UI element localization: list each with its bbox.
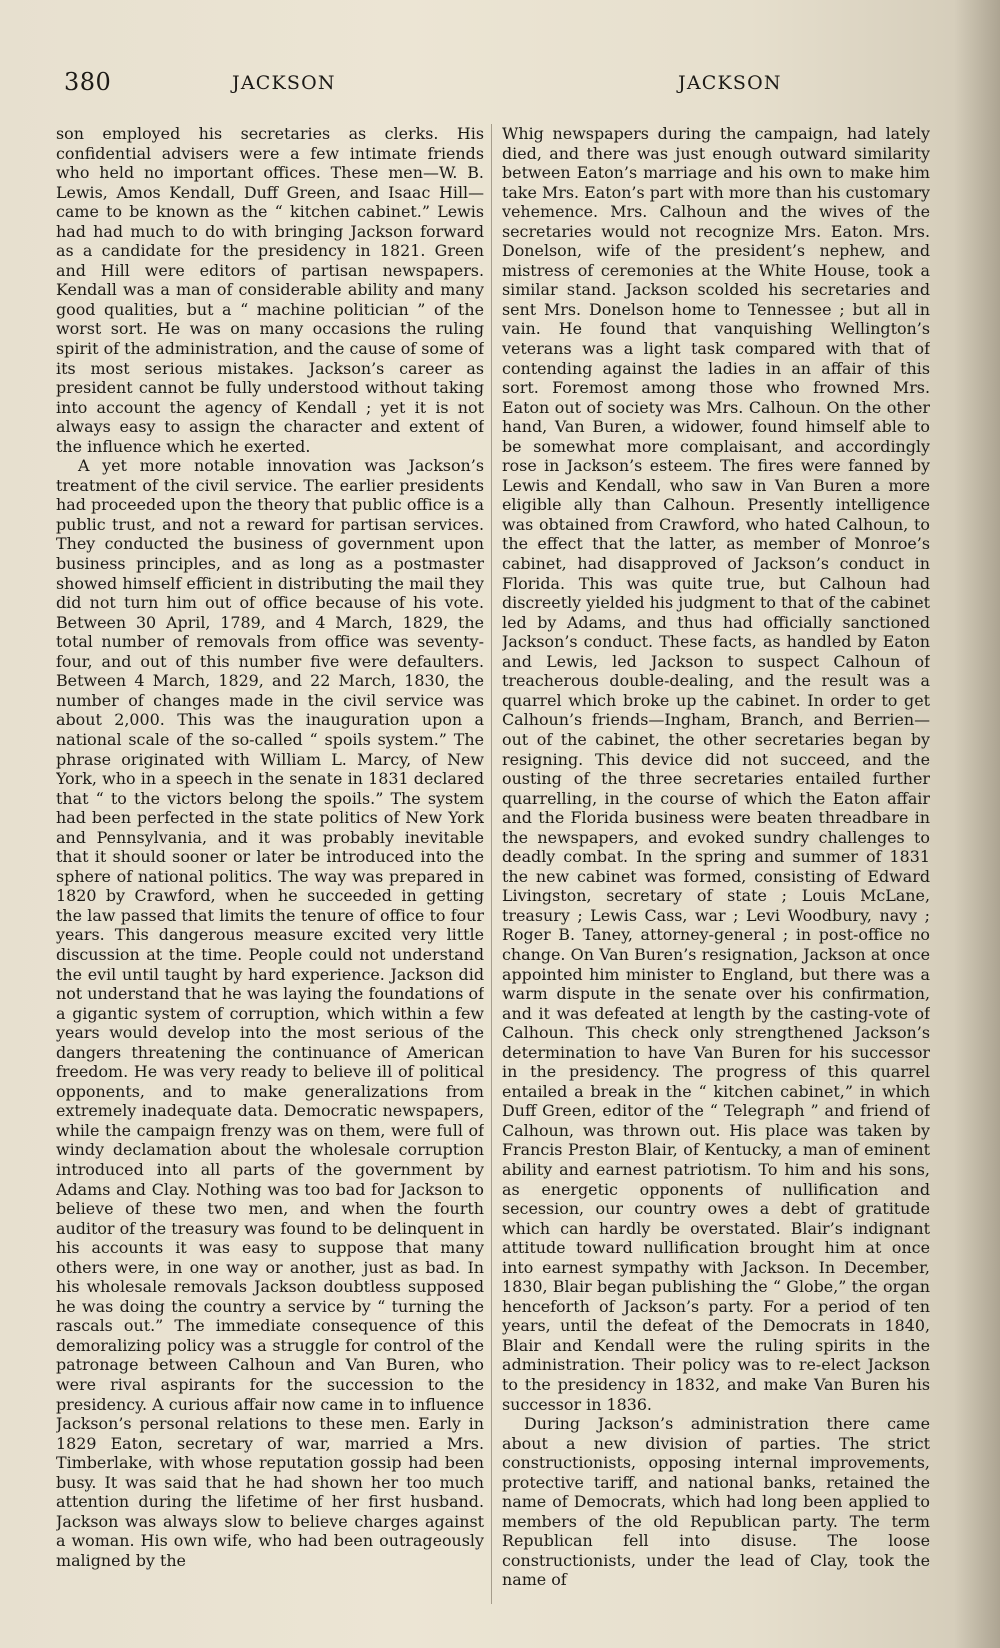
page-header bbox=[64, 68, 934, 102]
right-column bbox=[502, 124, 930, 1614]
paragraph-eaton-affair: Whig newspapers during the campaign, had lately died, and there was just enough outward similarity between Eaton’s marriage and his own to make him take Mrs. Eaton’s part with more than his customary vehemence. Mrs. Calhoun and the wives of the secretaries would not recognize Mrs. Eaton. Mrs. Donelson, wife of the president’s nephew, and mistress of ceremonies at the White House, took a similar stand. Jackson scolded his secretaries and sent Mrs. Donelson home to Tennessee ; but all in vain. He found that vanquishing Wellington’s veterans was a light task compared with that of contending against the ladies in an affair of this sort. Foremost among those who frowned Mrs. Eaton out of society was Mrs. Calhoun. On the other hand, Van Buren, a widower, found himself able to be somewhat more complaisant, and accordingly rose in Jackson’s esteem. The fires were fanned by Lewis and Kendall, who saw in Van Buren a more eligible ally than Calhoun. Presently intelligence was obtained from Crawford, who hated Calhoun, to the effect that the latter, as member of Monroe’s cabinet, had disapproved of Jackson’s conduct in Florida. This was quite true, but Calhoun had discreetly yielded his judgment to that of the cabinet led by Adams, and thus had officially sanctioned Jackson’s conduct. These facts, as handled by Eaton and Lewis, led Jackson to suspect Calhoun of treacherous double-dealing, and the result was a quarrel which broke up the cabinet. In order to get Calhoun’s friends—Ingham, Branch, and Berrien—out of the cabinet, the other secretaries began by resigning. This device did not succeed, and the ousting of the three secretaries entailed further quarrelling, in the course of which the Eaton affair and the Florida business were beaten threadbare in the newspapers, and evoked sundry challenges to deadly combat. In the spring and summer of 1831 the new cabinet was formed, consisting of Edward Livingston, secretary of state ; Louis McLane, treasury ; Lewis Cass, war ; Levi Woodbury, navy ; Roger B. Taney, attorney-general ; in post-office no change. On Van Buren’s resignation, Jackson at once appointed him minister to England, but there was a warm dispute in the senate over his confirmation, and it was defeated at length by the casting-vote of Calhoun. This check only strengthened Jackson’s determination to have Van Buren for his successor in the presidency. The progress of this quarrel entailed a break in the “ kitchen cabinet,” in which Duff Green, editor of the “ Telegraph ” and friend of Calhoun, was thrown out. His place was taken by Francis Preston Blair, of Kentucky, a man of eminent ability and earnest patriotism. To him and his sons, as energetic opponents of nullification and secession, our country owes a debt of gratitude which can hardly be overstated. Blair’s indignant attitude toward nullification brought him at once into earnest sympathy with Jackson. In December, 1830, Blair began publishing the “ Globe,” the organ henceforth of Jackson’s party. For a period of ten years, until the defeat of the Democrats in 1840, Blair and Kendall were the ruling spirits in the administration. Their policy was to re-elect Jackson to the presidency in 1832, and make Van Buren his successor in 1836. bbox=[502, 124, 930, 1414]
left-column bbox=[56, 124, 484, 1614]
column-divider bbox=[491, 124, 492, 1604]
paragraph-parties: During Jackson’s administration there came about a new division of parties. The strict constructionists, opposing internal improvements, protective tariff, and national banks, retained the name of Democrats, which had long been applied to members of the old Republican party. The term Republican fell into disuse. The loose constructionists, under the lead of Clay, took the name of bbox=[502, 1414, 930, 1590]
paragraph-civil-service: A yet more notable innovation was Jackson’s treatment of the civil service. The earlier presidents had proceeded upon the theory that public office is a public trust, and not a reward for partisan services. They conducted the business of government upon business principles, and as long as a postmaster showed himself efficient in distributing the mail they did not turn him out of office because of his vote. Between 30 April, 1789, and 4 March, 1829, the total number of removals from office was seventy-four, and out of this number five were defaulters. Between 4 March, 1829, and 22 March, 1830, the number of changes made in the civil service was about 2,000. This was the inauguration upon a national scale of the so-called “ spoils system.” The phrase originated with William L. Marcy, of New York, who in a speech in the senate in 1831 declared that “ to the victors belong the spoils.” The system had been perfected in the state politics of New York and Pennsylvania, and it was probably inevitable that it should sooner or later be introduced into the sphere of national politics. The way was prepared in 1820 by Crawford, when he succeeded in getting the law passed that limits the tenure of office to four years. This dangerous measure excited very little discussion at the time. People could not understand the evil until taught by hard experience. Jackson did not understand that he was laying the foundations of a gigantic system of corruption, which within a few years would develop into the most serious of the dangers threatening the continuance of American freedom. He was very ready to believe ill of political opponents, and to make generalizations from extremely inadequate data. Democratic newspapers, while the campaign frenzy was on them, were full of windy declamation about the wholesale corruption introduced into all parts of the government by Adams and Clay. Nothing was too bad for Jackson to believe of these two men, and when the fourth auditor of the treasury was found to be delinquent in his accounts it was easy to suppose that many others were, in one way or another, just as bad. In his wholesale removals Jackson doubtless supposed he was doing the country a service by “ turning the rascals out.” The immediate consequence of this demoralizing policy was a struggle for control of the patronage between Calhoun and Van Buren, who were rival aspirants for the succession to the presidency. A curious affair now came in to influence Jackson’s personal relations to these men. Early in 1829 Eaton, secretary of war, married a Mrs. Timberlake, with whose reputation gossip had been busy. It was said that he had shown her too much attention during the lifetime of her first husband. Jackson was always slow to believe charges against a woman. His own wife, who had been outrageously maligned by the bbox=[56, 456, 484, 1570]
running-head-left: JACKSON bbox=[232, 72, 336, 94]
page-edge-shadow bbox=[954, 0, 1000, 1648]
paragraph-continuation: son employed his secretaries as clerks. His confidential advisers were a few intimate friends who held no important offices. These men—W. B. Lewis, Amos Kendall, Duff Green, and Isaac Hill—came to be known as the “ kitchen cabinet.” Lewis had had much to do with bringing Jackson forward as a candidate for the presidency in 1821. Green and Hill were editors of partisan newspapers. Kendall was a man of considerable ability and many good qualities, but a “ machine politician ” of the worst sort. He was on many occasions the ruling spirit of the administration, and the cause of some of its most serious mistakes. Jackson’s career as president cannot be fully understood without taking into account the agency of Kendall ; yet it is not always easy to assign the character and extent of the influence which he exerted. bbox=[56, 124, 484, 456]
running-head-right: JACKSON bbox=[678, 72, 782, 94]
page-number: 380 bbox=[64, 68, 112, 96]
